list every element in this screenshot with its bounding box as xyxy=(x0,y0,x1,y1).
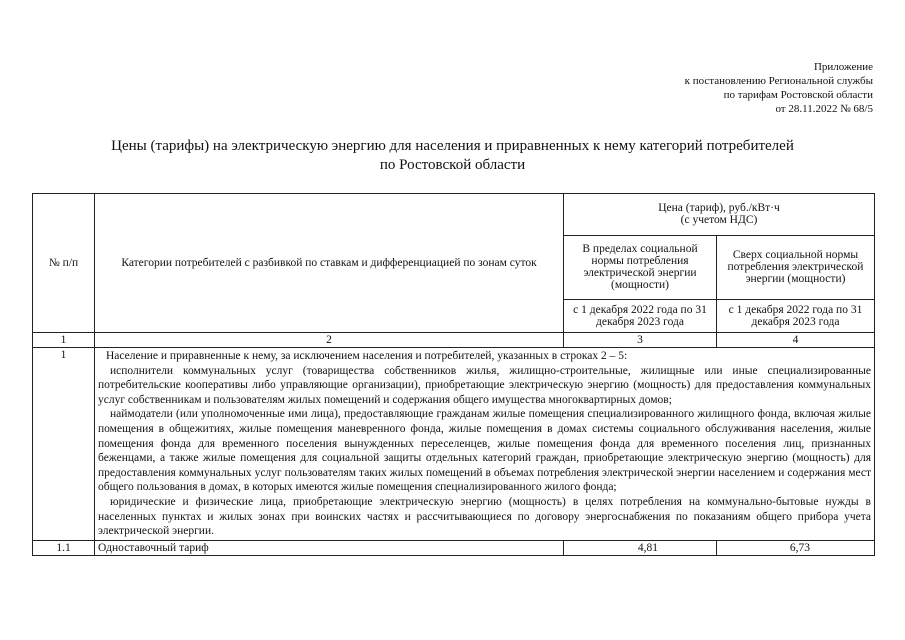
appendix-line-1: Приложение xyxy=(813,61,873,73)
header-price xyxy=(564,194,875,236)
header-period-within: с 1 декабря 2022 года по 31 декабря 2023 года xyxy=(564,299,717,333)
header-price-unit: Цена (тариф), руб./кВт·ч xyxy=(658,202,780,215)
header-period-above: с 1 декабря 2022 года по 31 декабря 2023 года xyxy=(717,299,875,333)
row-1-1-label: Одноставочный тариф xyxy=(95,540,564,555)
tariff-table xyxy=(32,193,875,556)
column-number-4: 4 xyxy=(717,333,875,348)
column-number-2: 2 xyxy=(95,333,564,348)
appendix-line-2: к постановлению Региональной службы xyxy=(684,75,873,87)
row-1-1-within-value: 4,81 xyxy=(564,540,717,555)
column-number-1: 1 xyxy=(33,333,95,348)
header-num: № п/п xyxy=(33,194,95,333)
table-row-1-1 xyxy=(33,540,875,555)
title-line-1: Цены (тарифы) на электрическую энергию для населения и приравненных к нему категорий потребителей xyxy=(111,138,794,154)
row-1-paragraph-4: юридические и физические лица, приобретающие электрическую энергию (мощность) в целях потребления на коммунально-бытовые нужды в населенных пунктах и жилых зонах при воинских частях и рассчитывающиеся по договору энергоснабжения по показаниям общего прибора учета электрической энергии. xyxy=(98,495,871,538)
header-price-vat: (с учетом НДС) xyxy=(680,214,758,227)
header-above-norm: Сверх социальной нормы потребления электрической энергии (мощности) xyxy=(717,235,875,299)
header-category xyxy=(95,194,564,333)
header-row-price xyxy=(33,194,875,236)
header-category-text: Категории потребителей с разбивкой по ставкам и дифференциацией по зонам суток xyxy=(121,257,537,269)
appendix-line-4: от 28.11.2022 № 68/5 xyxy=(775,103,873,115)
row-1-paragraph-2: исполнители коммунальных услуг (товарищества собственников жилья, жилищно-строительные, жилищные или иные специализированные потребительские кооперативы либо управляющие организации), приобретающие электрическую энергию (мощность) для предоставления коммунальных услуг собственникам и пользователям жилых помещений и содержания общего имущества многоквартирных домов; xyxy=(98,364,871,406)
appendix-line-3: по тарифам Ростовской области xyxy=(723,89,873,101)
table-row-1 xyxy=(33,348,875,541)
header-within-norm: В пределах социальной нормы потребления электрической энергии (мощности) xyxy=(564,235,717,299)
row-1-paragraph-3: наймодатели (или уполномоченные ими лица), предоставляющие гражданам жилые помещения специализированного жилищного фонда, включая жилые помещения в общежитиях, жилые помещения маневренного фонда, жилые помещения в домах системы социального обслуживания населения, жилые помещения фонда для временного поселения вынужденных переселенцев, жилые помещения фонда для временного поселения лиц, признанных беженцами, а также жилые помещения для социальной защиты отдельных категорий граждан, приобретающие электрическую энергию (мощность) для предоставления коммунальных услуг пользователям таких жилых помещений в объемах потребления электрической энергии населением и содержания мест общего пользования в домах, в которых имеются жилые помещения специализированного жилого фонда; xyxy=(98,408,871,494)
document-title xyxy=(60,137,845,175)
column-number-3: 3 xyxy=(564,333,717,348)
row-1-paragraph-1: Население и приравненные к нему, за исключением населения и потребителей, указанных в строках 2 – 5: xyxy=(106,350,628,362)
row-1-description xyxy=(95,348,875,541)
title-line-2: по Ростовской области xyxy=(379,157,526,173)
row-1-1-num: 1.1 xyxy=(33,540,95,555)
row-1-1-above-value: 6,73 xyxy=(717,540,875,555)
appendix-note xyxy=(573,60,873,116)
row-1-num: 1 xyxy=(33,348,95,541)
column-number-row xyxy=(33,333,875,348)
